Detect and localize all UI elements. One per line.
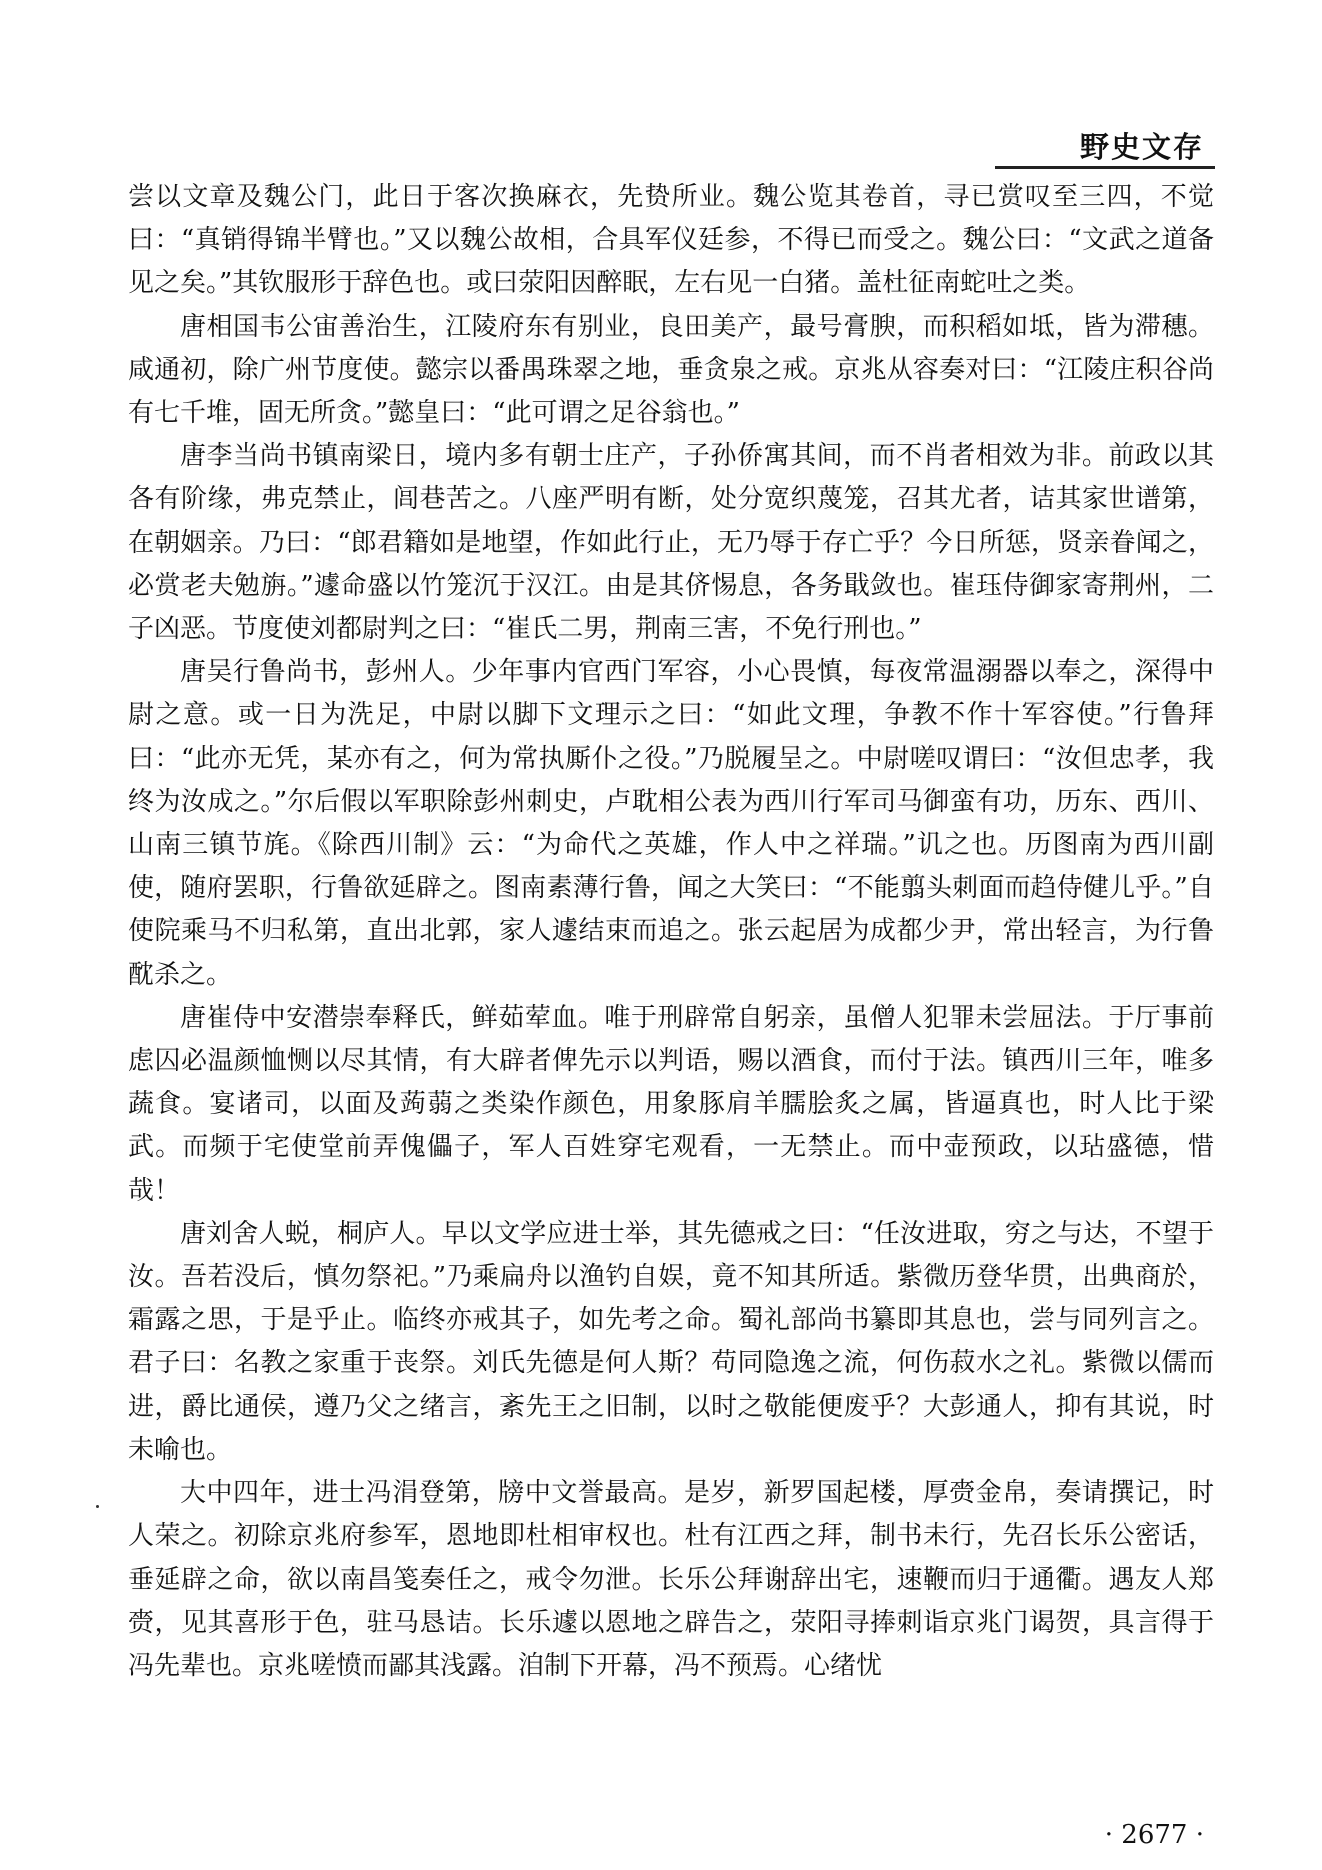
paragraph: 唐相国韦公宙善治生，江陵府东有别业，良田美产，最号膏腴，而积稻如坻，皆为滞穗。咸通初，除广州节度使。懿宗以番禺珠翠之地，垂贪泉之戒。京兆从容奏对曰：“江陵庄积谷尚有七千堆，固无所贪。”懿皇曰：“此可谓之足谷翁也。” [128, 311, 1214, 429]
paragraph: 尝以文章及魏公门，此日于客次换麻衣，先贽所业。魏公览其卷首，寻已赏叹至三四，不觉曰：“真销得锦半臂也。”又以魏公故相，合具军仪廷参，不得已而受之。魏公曰：“文武之道备见之矣。”其钦服形于辞色也。或曰荥阳因醉眠，左右见一白猪。盖杜征南蛇吐之类。 [128, 182, 1214, 299]
paragraph: 唐李当尚书镇南梁日，境内多有朝士庄产，子孙侨寓其间，而不肖者相效为非。前政以其各有阶缘，弗克禁止，闾巷苦之。八座严明有断，处分宽织蔑笼，召其尤者，诘其家世谱第，在朝姻亲。乃曰：“郎君籍如是地望，作如此行止，无乃辱于存亡乎？今日所惩，贤亲眷闻之，必赏老夫勉旃。”遽命盛以竹笼沉于汉江。由是其侪惕息，各务戢敛也。崔珏侍御家寄荆州，二子凶恶。节度使刘都尉判之曰：“崔氏二男，荆南三害，不免行刑也。” [128, 441, 1214, 645]
header-rule [995, 166, 1215, 169]
body-text [128, 176, 1214, 1688]
paragraph: 唐崔侍中安潜崇奉释氏，鲜茹荤血。唯于刑辟常自躬亲，虽僧人犯罪未尝屈法。于厅事前虑囚必温颜恤恻以尽其情，有大辟者俾先示以判语，赐以酒食，而付于法。镇西川三年，唯多蔬食。宴诸司，以面及蒟蒻之类染作颜色，用象豚肩羊臑脍炙之属，皆逼真也，时人比于梁武。而频于宅使堂前弄傀儡子，军人百姓穿宅观看，一无禁止。而中壶预政，以玷盛德，惜哉！ [128, 1002, 1214, 1206]
paragraph: 大中四年，进士冯涓登第，牓中文誉最高。是岁，新罗国起楼，厚赍金帛，奏请撰记，时人荣之。初除京兆府参军，恩地即杜相审权也。杜有江西之拜，制书未行，先召长乐公密话，垂延辟之命，欲以南昌笺奏任之，戒令勿泄。长乐公拜谢辞出宅，速鞭而归于通衢。遇友人郑赍，见其喜形于色，驻马恳诘。长乐遽以恩地之辟告之，荥阳寻捧刺诣京兆门谒贺，具言得于冯先辈也。京兆嗟愤而鄙其浅露。洎制下开幕，冯不预焉。心绪忧 [128, 1478, 1214, 1681]
paragraph: 唐刘舍人蜕，桐庐人。早以文学应进士举，其先德戒之曰：“任汝进取，穷之与达，不望于汝。吾若没后，慎勿祭祀。”乃乘扁舟以渔钓自娱，竟不知其所适。紫微历登华贯，出典商於，霜露之思，于是乎止。临终亦戒其子，如先考之命。蜀礼部尚书纂即其息也，尝与同列言之。君子曰：名教之家重于丧祭。刘氏先德是何人斯？苟同隐逸之流，何伤菽水之礼。紫微以儒而进，爵比通侯，遵乃父之绪言，紊先王之旧制，以时之敬能便废乎？大彭通人，抑有其说，时未喻也。 [128, 1218, 1214, 1465]
page-number: · 2677 · [1104, 1820, 1204, 1850]
scan-speck [96, 1505, 99, 1508]
paragraph: 唐吴行鲁尚书，彭州人。少年事内官西门军容，小心畏慎，每夜常温溺器以奉之，深得中尉之意。或一日为洗足，中尉以脚下文理示之曰：“如此文理，争教不作十军容使。”行鲁拜曰：“此亦无凭，某亦有之，何为常执厮仆之役。”乃脱履呈之。中尉嗟叹谓曰：“汝但忠孝，我终为汝成之。”尔后假以军职除彭州刺史，卢耽相公表为西川行军司马御蛮有功，历东、西川、山南三镇节旄。《除西川制》云：“为命代之英雄，作人中之祥瑞。”讥之也。历图南为西川副使，随府罢职，行鲁欲延辟之。图南素薄行鲁，闻之大笑曰：“不能翦头刺面而趋侍健儿乎。”自使院乘马不归私第，直出北郭，家人遽结束而追之。张云起居为成都少尹，常出轻言，为行鲁酖杀之。 [128, 657, 1214, 990]
running-header-title: 野史文存 [1079, 130, 1204, 164]
